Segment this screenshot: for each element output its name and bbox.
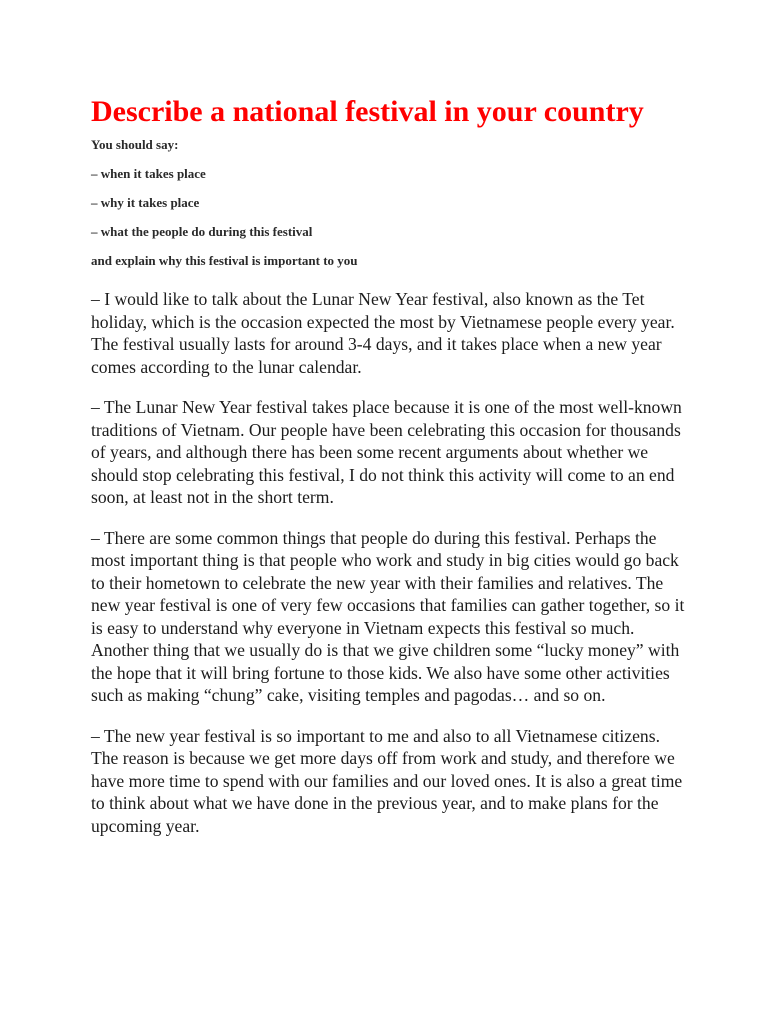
cue-point-why: – why it takes place (91, 195, 200, 210)
answer-paragraph-what: – There are some common things that people do during this festival. Perhaps the most important thing is that people who work and study in big cities would go back to their hometown to celebrate the new year with their families and relatives. The new year festival is one of very few occasions that families can gather together, so it is easy to understand why everyone in Vietnam expects this festival so much. Another thing that we usually do is that we give children some “lucky money” with the hope that it will bring fortune to those kids. We also have some other activities such as making “chung” cake, visiting temples and pagodas… and so on. (91, 527, 685, 705)
cue-card (91, 138, 691, 268)
document-title: Describe a national festival in your country (91, 95, 644, 128)
cue-card-intro: You should say: (91, 137, 179, 152)
cue-point-when: – when it takes place (91, 166, 206, 181)
answer-paragraph-importance: – The new year festival is so important to me and also to all Vietnamese citizens. The reason is because we get more days off from work and study, and therefore we have more time to spend with our families and our loved ones. It is also a great time to think about what we have done in the previous year, and to make plans for the upcoming year. (91, 725, 683, 836)
answer-paragraph-why: – The Lunar New Year festival takes place because it is one of the most well-known traditions of Vietnam. Our people have been celebrating this occasion for thousands of years, and although there has been some recent arguments about whether we should stop celebrating this festival, I do not think this activity will come to an end soon, at least not in the short term. (91, 397, 682, 507)
answer-body (91, 288, 691, 837)
cue-point-what: – what the people do during this festival (91, 224, 313, 239)
cue-card-closing: and explain why this festival is important to you (91, 253, 358, 268)
answer-paragraph-when: – I would like to talk about the Lunar New Year festival, also known as the Tet holiday, which is the occasion expected the most by Vietnamese people every year. The festival usually lasts for around 3-4 days, and it takes place when a new year comes according to the lunar calendar. (91, 289, 675, 377)
document-page (91, 92, 691, 855)
